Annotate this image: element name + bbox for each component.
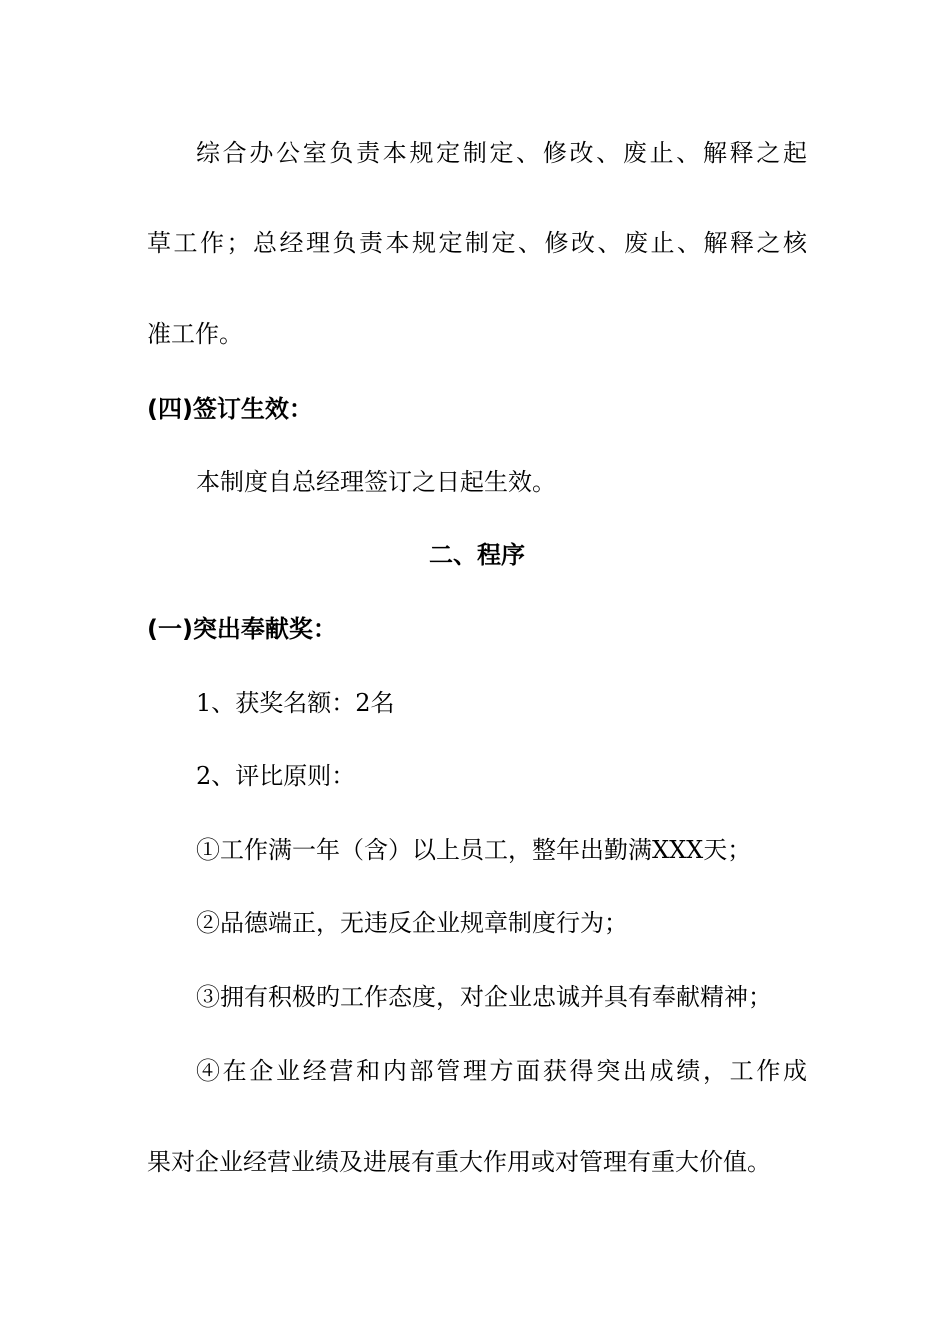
section-heading-sign: (四)签订生效： xyxy=(147,395,313,423)
list-item: ②品德端正，无违反企业规章制度行为； xyxy=(196,909,628,937)
paragraph-line: 综合办公室负责本规定制定、修改、废止、解释之起 xyxy=(196,139,807,167)
list-item: ④在企业经营和内部管理方面获得突出成绩，工作成 xyxy=(196,1057,807,1085)
paragraph-line: 准工作。 xyxy=(147,320,243,348)
paragraph-line: 果对企业经营业绩及进展有重大作用或对管理有重大价值。 xyxy=(147,1148,771,1176)
list-item: 2、评比原则： xyxy=(196,762,356,790)
list-item: ①工作满一年（含）以上员工，整年出勤满XXX天； xyxy=(196,836,752,864)
paragraph-line: 草工作；总经理负责本规定制定、修改、废止、解释之核 xyxy=(147,229,807,257)
list-item: 1、获奖名额：2名 xyxy=(196,689,395,717)
list-item: ③拥有积极旳工作态度，对企业忠诚并具有奉献精神； xyxy=(196,983,772,1011)
chapter-heading-procedure: 二、程序 xyxy=(429,541,525,569)
section-heading-award: (一)突出奉献奖： xyxy=(147,615,337,643)
paragraph-line: 本制度自总经理签订之日起生效。 xyxy=(196,468,556,496)
